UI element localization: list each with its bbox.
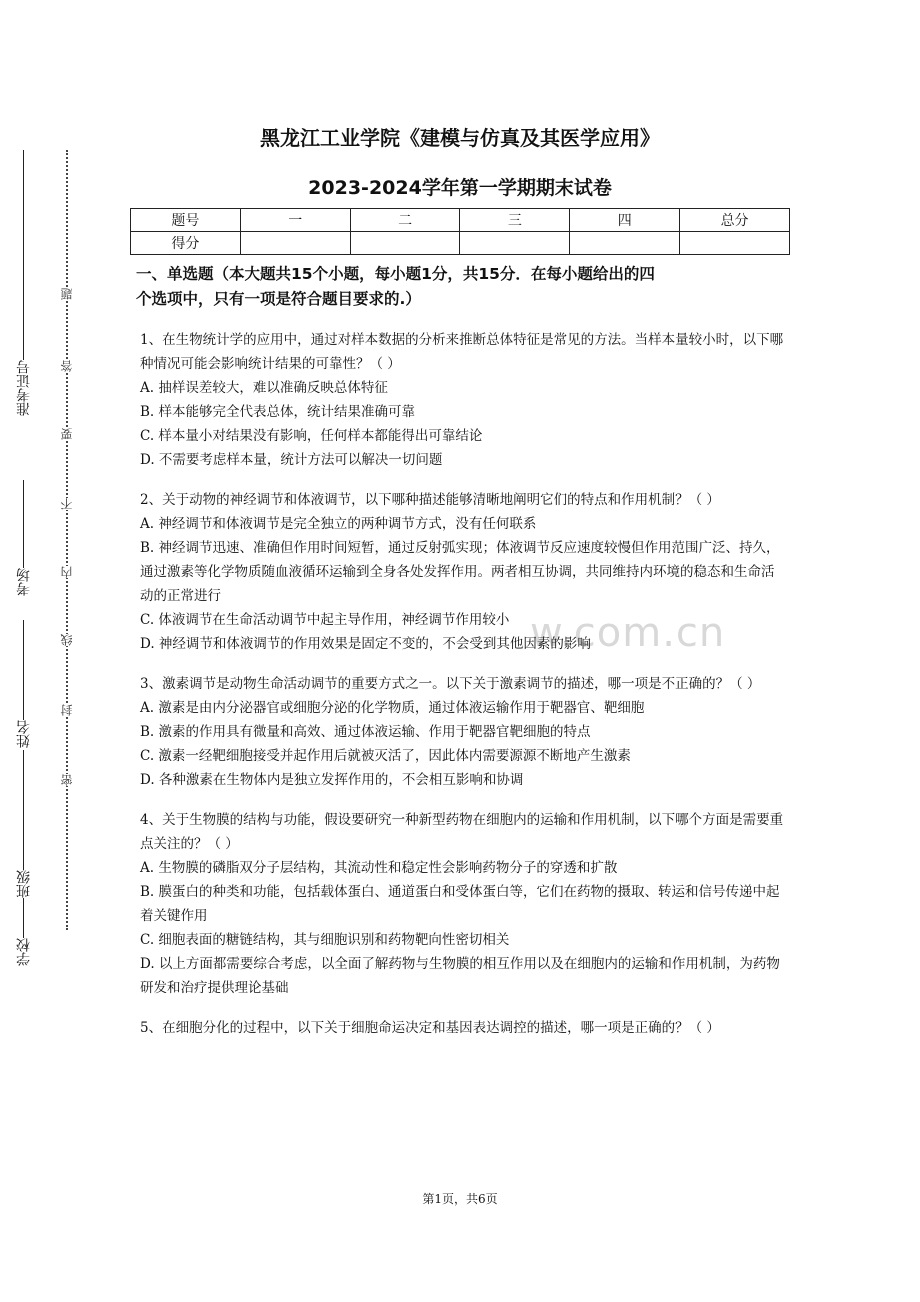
option-a[interactable]: A. 激素是由内分泌器官或细胞分泌的化学物质，通过体液运输作用于靶器官、靶细胞 [140,700,645,716]
score-table-header-cell: 总分 [680,209,790,232]
score-cell[interactable] [460,232,570,255]
score-cell[interactable] [570,232,680,255]
seal-char: 要 [60,428,74,440]
seal-char: 题 [60,288,74,300]
class-blank[interactable] [24,750,25,870]
seal-char: 不 [60,498,74,510]
score-cell[interactable] [240,232,350,255]
option-c[interactable]: C. 激素一经靶细胞接受并起作用后就被灭活了，因此体内需要源源不断地产生激素 [140,748,631,764]
exam-room-label: 考场 [16,568,32,596]
section-title-line: 个选项中，只有一项是符合题目要求的.） [136,290,421,308]
option-d[interactable]: D. 各种激素在生物体内是独立发挥作用的，不会相互影响和协调 [140,772,524,788]
question-stem: 4、关于生物膜的结构与功能，假设要研究一种新型药物在细胞内的运输和作用机制，以下哪个方面是需要重点关注的？（ ） [140,812,784,852]
exam-room-field[interactable] [14,480,44,596]
seal-char: 封 [60,704,74,716]
option-b[interactable]: B. 神经调节迅速、准确但作用时间短暂，通过反射弧实现；体液调节反应速度较慢但作用范围广泛、持久，通过激素等化学物质随血液循环运输到全身各处发挥作用。两者相互协调，共同维持内环境的稳态和生命活动的正常进行 [140,540,780,604]
seal-char: 内 [60,566,74,578]
option-b[interactable]: B. 激素的作用具有微量和高效、通过体液运输、作用于靶器官靶细胞的特点 [140,724,591,740]
option-c[interactable]: C. 细胞表面的糖链结构，其与细胞识别和药物靶向性密切相关 [140,932,510,948]
score-cell[interactable] [680,232,790,255]
student-name-blank[interactable] [24,620,25,720]
score-table-header-row [131,209,790,232]
score-table-header-cell: 三 [460,209,570,232]
seal-char: 线 [60,634,74,646]
question-4 [140,808,785,1000]
option-d[interactable]: D. 不需要考虑样本量，统计方法可以解决一切问题 [140,452,443,468]
score-table-header-cell: 四 [570,209,680,232]
option-a[interactable]: A. 神经调节和体液调节是完全独立的两种调节方式，没有任何联系 [140,516,537,532]
exam-title: 黑龙江工业学院《建模与仿真及其医学应用》 [260,126,660,150]
question-2 [140,488,785,656]
question-stem: 5、在细胞分化的过程中，以下关于细胞命运决定和基因表达调控的描述，哪一项是正确的？（ ） [140,1020,720,1036]
option-a[interactable]: A. 生物膜的磷脂双分子层结构，其流动性和稳定性会影响药物分子的穿透和扩散 [140,860,618,876]
option-a[interactable]: A. 抽样误差较大，难以准确反映总体特征 [140,380,388,396]
option-c[interactable]: C. 体液调节在生命活动调节中起主导作用，神经调节作用较小 [140,612,510,628]
school-label: 学校 [16,938,32,966]
question-1 [140,328,785,472]
class-field[interactable] [14,750,44,898]
student-name-label: 姓名 [16,720,32,748]
seal-char: 密 [60,774,74,786]
section-title [136,262,785,312]
school-field[interactable] [14,898,44,966]
exam-subtitle: 2023-2024学年第一学期期末试卷 [308,177,612,199]
score-table-header-cell: 题号 [131,209,241,232]
score-table-score-row [131,232,790,255]
exam-content [136,262,785,1040]
watermark: w.com.cn [530,610,726,656]
score-table-header-cell: 一 [240,209,350,232]
question-stem: 2、关于动物的神经调节和体液调节，以下哪种描述能够清晰地阐明它们的特点和作用机制？（ ） [140,492,720,508]
exam-number-label: 准考证号 [16,360,32,416]
page-footer: 第1页，共6页 [422,1192,498,1206]
exam-room-blank[interactable] [24,480,25,568]
question-3 [140,672,785,792]
question-5 [140,1016,785,1040]
class-label: 班级 [16,870,32,898]
seal-char: 答 [60,360,74,372]
option-c[interactable]: C. 样本量小对结果没有影响，任何样本都能得出可靠结论 [140,428,483,444]
score-table-header-cell: 二 [350,209,460,232]
question-stem: 1、在生物统计学的应用中，通过对样本数据的分析来推断总体特征是常见的方法。当样本量较小时，以下哪种情况可能会影响统计结果的可靠性？（ ） [140,332,784,372]
score-table [130,208,790,255]
option-b[interactable]: B. 样本能够完全代表总体，统计结果准确可靠 [140,404,416,420]
score-cell[interactable] [350,232,460,255]
student-name-field[interactable] [14,620,44,748]
seal-dotted-line [66,150,68,930]
option-d[interactable]: D. 以上方面都需要综合考虑，以全面了解药物与生物膜的相互作用以及在细胞内的运输和作用机制，为药物研发和治疗提供理论基础 [140,956,780,996]
binding-margin-fields [14,150,44,966]
score-row-label: 得分 [131,232,241,255]
option-b[interactable]: B. 膜蛋白的种类和功能，包括载体蛋白、通道蛋白和受体蛋白等，它们在药物的摄取、转运和信号传递中起着关键作用 [140,884,780,924]
school-blank[interactable] [24,898,25,938]
question-stem: 3、激素调节是动物生命活动调节的重要方式之一。以下关于激素调节的描述，哪一项是不正确的？（ ） [140,676,761,692]
option-d[interactable]: D. 神经调节和体液调节的作用效果是固定不变的，不会受到其他因素的影响 [140,636,591,652]
section-title-line: 一、单选题（本大题共15个小题，每小题1分，共15分．在每小题给出的四 [136,265,655,283]
